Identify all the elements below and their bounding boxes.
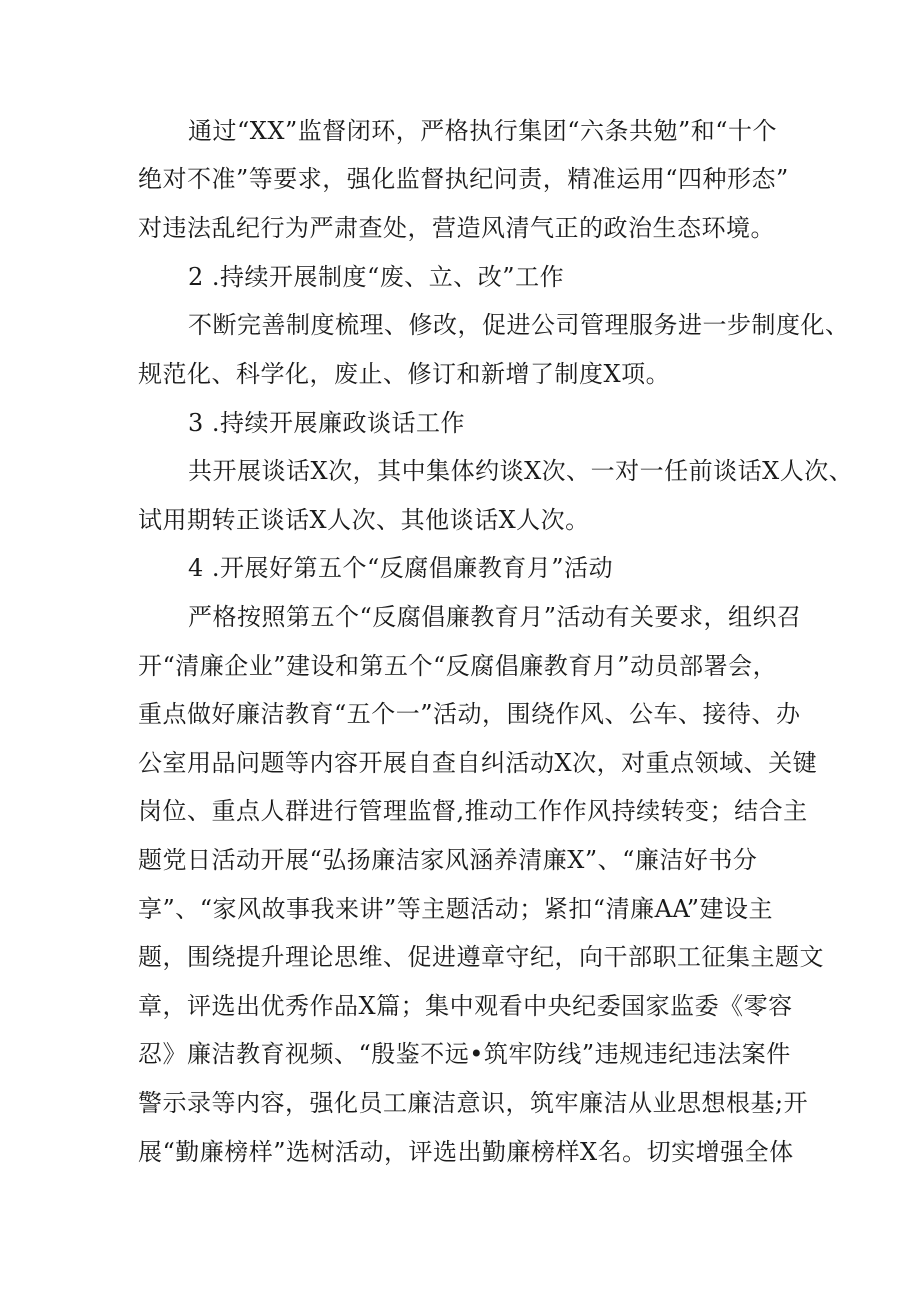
paragraph-line: 对违法乱纪行为严肃查处，营造风清气正的政治生态环境。 <box>138 214 775 242</box>
paragraph-line: 题党日活动开展“弘扬廉洁家风涵养清廉X”、“廉洁好书分 <box>138 846 758 874</box>
paragraph-line: 通过“XX”监督闭环，严格执行集团“六条共勉”和“十个 <box>188 117 778 145</box>
paragraph-line: 严格按照第五个“反腐倡廉教育月”活动有关要求，组织召 <box>188 603 802 631</box>
section-heading: 2 .持续开展制度“废、立、改”工作 <box>188 263 565 291</box>
paragraph-line: 规范化、科学化，废止、修订和新增了制度X项。 <box>138 360 671 388</box>
paragraph-line: 题，围绕提升理论思维、促进遵章守纪，向干部职工征集主题文 <box>138 943 824 971</box>
paragraph-line: 绝对不准”等要求，强化监督执纪问责，精准运用“四种形态” <box>138 165 789 193</box>
paragraph-line: 章，评选出优秀作品X篇；集中观看中央纪委国家监委《零容 <box>138 992 793 1020</box>
paragraph-line: 不断完善制度梳理、修改，促进公司管理服务进一步制度化、 <box>188 311 850 339</box>
section-heading: 4 .开展好第五个“反腐倡廉教育月”活动 <box>188 554 614 582</box>
paragraph-line: 公室用品问题等内容开展自查自纠活动X次，对重点领域、关键 <box>138 749 818 777</box>
paragraph-line: 重点做好廉洁教育“五个一”活动，围绕作风、公车、接待、办 <box>138 700 801 728</box>
paragraph-line: 忍》廉洁教育视频、“殷鉴不远•筑牢防线”违规违纪违法案件 <box>138 1040 791 1068</box>
paragraph-line: 开“清廉企业”建设和第五个“反腐倡廉教育月”动员部署会， <box>138 652 778 680</box>
paragraph-line: 试用期转正谈话X人次、其他谈话X人次。 <box>138 506 590 534</box>
paragraph-line: 岗位、重点人群进行管理监督,推动工作作风持续转变；结合主 <box>138 797 808 825</box>
paragraph-line: 警示录等内容，强化员工廉洁意识，筑牢廉洁从业思想根基;开 <box>138 1089 809 1117</box>
paragraph-line: 享”、“家风故事我来讲”等主题活动；紧扣“清廉AA”建设主 <box>138 895 773 923</box>
paragraph-line: 共开展谈话X次，其中集体约谈X次、一对一任前谈话X人次、 <box>188 457 854 485</box>
paragraph-line: 展“勤廉榜样”选树活动，评选出勤廉榜样X名。切实增强全体 <box>138 1138 794 1166</box>
section-heading: 3 .持续开展廉政谈话工作 <box>188 409 466 437</box>
